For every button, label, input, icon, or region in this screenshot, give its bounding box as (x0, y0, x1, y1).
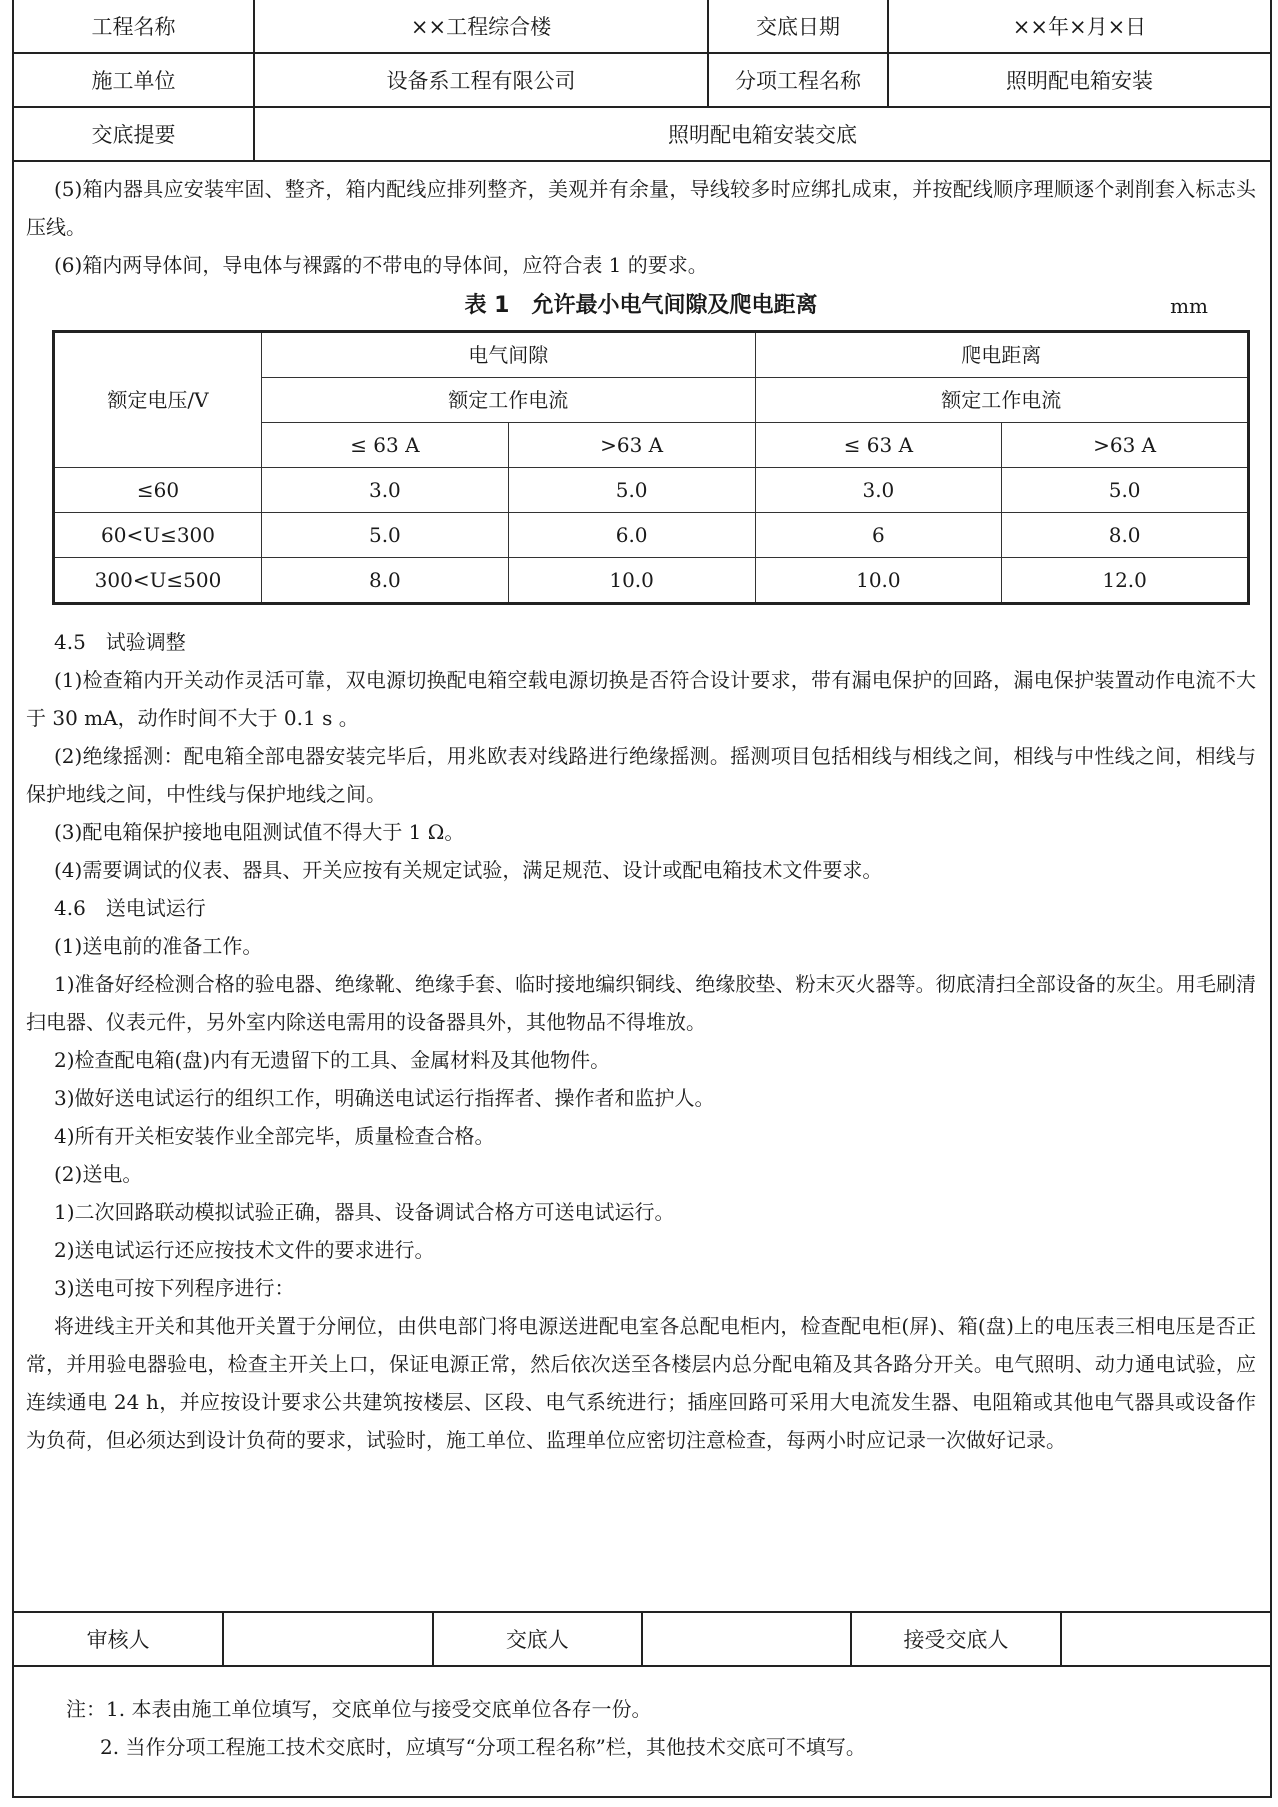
paragraph: (3)配电箱保护接地电阻测试值不得大于 1 Ω。 (54, 820, 465, 844)
table-row (54, 558, 1249, 604)
table-title: 表 1 允许最小电气间隙及爬电距离 (464, 293, 818, 318)
paragraph: (1)检查箱内开关动作灵活可靠，双电源切换配电箱空载电源切换是否符合设计要求，带有漏电保护的回路，漏电保护装置动作电流不大于 30 mA，动作时间不大于 0.1 s 。 (26, 668, 1256, 730)
header-table (14, 0, 1270, 162)
value-cell: 6.0 (508, 513, 755, 558)
paragraph: 1)二次回路联动模拟试验正确，器具、设备调试合格方可送电试运行。 (54, 1200, 675, 1224)
section-heading: 4.6 送电试运行 (54, 896, 206, 920)
table-row (54, 468, 1249, 513)
table-head-row (54, 332, 1249, 378)
paragraph: (2)绝缘摇测：配电箱全部电器安装完毕后，用兆欧表对线路进行绝缘摇测。摇测项目包括相线与相线之间，相线与中性线之间，相线与保护地线之间，中性线与保护地线之间。 (26, 744, 1256, 806)
current-gt63-header: >63 A (508, 423, 755, 468)
rated-current-header: 额定工作电流 (262, 378, 756, 423)
header-row-2 (14, 53, 1270, 107)
presenter-label: 交底人 (433, 1613, 642, 1665)
paragraph: (4)需要调试的仪表、器具、开关应按有关规定试验，满足规范、设计或配电箱技术文件要求。 (54, 858, 883, 882)
value-cell: 5.0 (262, 513, 509, 558)
paragraph: (6)箱内两导体间，导电体与裸露的不带电的导体间，应符合表 1 的要求。 (54, 253, 708, 277)
reviewer-label: 审核人 (86, 1628, 150, 1652)
value-cell: 6 (755, 513, 1002, 558)
signature-bar (14, 1611, 1270, 1667)
summary-value: 照明配电箱安装交底 (254, 107, 1270, 161)
receiver-label: 接受交底人 (851, 1613, 1060, 1665)
table-caption (26, 284, 1256, 328)
contractor-value: 设备系工程有限公司 (254, 53, 708, 107)
disclosure-form (12, 0, 1272, 1798)
disclosure-body (14, 162, 1270, 1459)
summary-label: 交底提要 (14, 107, 254, 161)
paragraph: 1)准备好经检测合格的验电器、绝缘靴、绝缘手套、临时接地编织铜线、绝缘胶垫、粉末灭火器等。彻底清扫全部设备的灰尘。用毛刷清扫电器、仪表元件，另外室内除送电需用的设备器具外，其他物品不得堆放。 (26, 972, 1256, 1034)
paragraph: 将进线主开关和其他开关置于分闸位，由供电部门将电源送进配电室各总配电柜内，检查配电柜(屏)、箱(盘)上的电压表三相电压是否正常，并用验电器验电，检查主开关上口，保证电源正常，然后依次送至各楼层内总分配电箱及其各路分开关。电气照明、动力通电试验，应连续通电 24 h，并应按设计要求公共建筑按楼层、区段、电气系统进行；插座回路可采用大电流发生器、电阻箱或其他电气器具或设备作为负荷，但必须达到设计负荷的要求，试验时，施工单位、监理单位应密切注意检查，每两小时应记录一次做好记录。 (26, 1314, 1256, 1452)
clearance-table (52, 330, 1250, 605)
value-cell: 12.0 (1002, 558, 1249, 604)
value-cell: 5.0 (508, 468, 755, 513)
value-cell: 10.0 (755, 558, 1002, 604)
paragraph: 3)送电可按下列程序进行： (54, 1276, 295, 1300)
section-heading: 4.5 试验调整 (54, 630, 186, 654)
note-2: 2. 当作分项工程施工技术交底时，应填写“分项工程名称”栏，其他技术交底可不填写。 (100, 1735, 866, 1759)
footnotes (66, 1690, 866, 1766)
current-le63-header: ≤ 63 A (755, 423, 1002, 468)
contractor-label: 施工单位 (14, 53, 254, 107)
value-cell: 5.0 (1002, 468, 1249, 513)
reviewer-field[interactable] (223, 1613, 432, 1665)
value-cell: 3.0 (755, 468, 1002, 513)
current-le63-header: ≤ 63 A (262, 423, 509, 468)
header-row-3 (14, 107, 1270, 161)
paragraph: 3)做好送电试运行的组织工作，明确送电试运行指挥者、操作者和监护人。 (54, 1086, 715, 1110)
table-unit: mm (1170, 294, 1208, 318)
rated-voltage-header: 额定电压/V (54, 332, 262, 468)
subitem-label: 分项工程名称 (708, 53, 888, 107)
paragraph: 4)所有开关柜安装作业全部完毕，质量检查合格。 (54, 1124, 495, 1148)
current-gt63-header: >63 A (1002, 423, 1249, 468)
voltage-cell: 60<U≤300 (54, 513, 262, 558)
creepage-header: 爬电距离 (755, 332, 1249, 378)
header-row-1 (14, 0, 1270, 53)
date-label: 交底日期 (708, 0, 888, 53)
receiver-field[interactable] (1061, 1613, 1270, 1665)
paragraph: (1)送电前的准备工作。 (54, 934, 263, 958)
paragraph: 2)检查配电箱(盘)内有无遗留下的工具、金属材料及其他物件。 (54, 1048, 611, 1072)
date-value: ××年×月×日 (888, 0, 1270, 53)
rated-current-header: 额定工作电流 (755, 378, 1249, 423)
presenter-field[interactable] (642, 1613, 851, 1665)
voltage-cell: 300<U≤500 (54, 558, 262, 604)
value-cell: 8.0 (1002, 513, 1249, 558)
value-cell: 3.0 (262, 468, 509, 513)
paragraph: (2)送电。 (54, 1162, 143, 1186)
note-1: 注：1. 本表由施工单位填写，交底单位与接受交底单位各存一份。 (66, 1697, 652, 1721)
signature-table (14, 1613, 1270, 1665)
project-name-label: 工程名称 (14, 0, 254, 53)
clearance-header: 电气间隙 (262, 332, 756, 378)
value-cell: 8.0 (262, 558, 509, 604)
subitem-value: 照明配电箱安装 (888, 53, 1270, 107)
value-cell: 10.0 (508, 558, 755, 604)
voltage-cell: ≤60 (54, 468, 262, 513)
paragraph: 2)送电试运行还应按技术文件的要求进行。 (54, 1238, 435, 1262)
project-name: ××工程综合楼 (254, 0, 708, 53)
table-row (54, 513, 1249, 558)
paragraph: (5)箱内器具应安装牢固、整齐，箱内配线应排列整齐，美观并有余量，导线较多时应绑扎成束，并按配线顺序理顺逐个剥削套入标志头压线。 (26, 177, 1256, 239)
